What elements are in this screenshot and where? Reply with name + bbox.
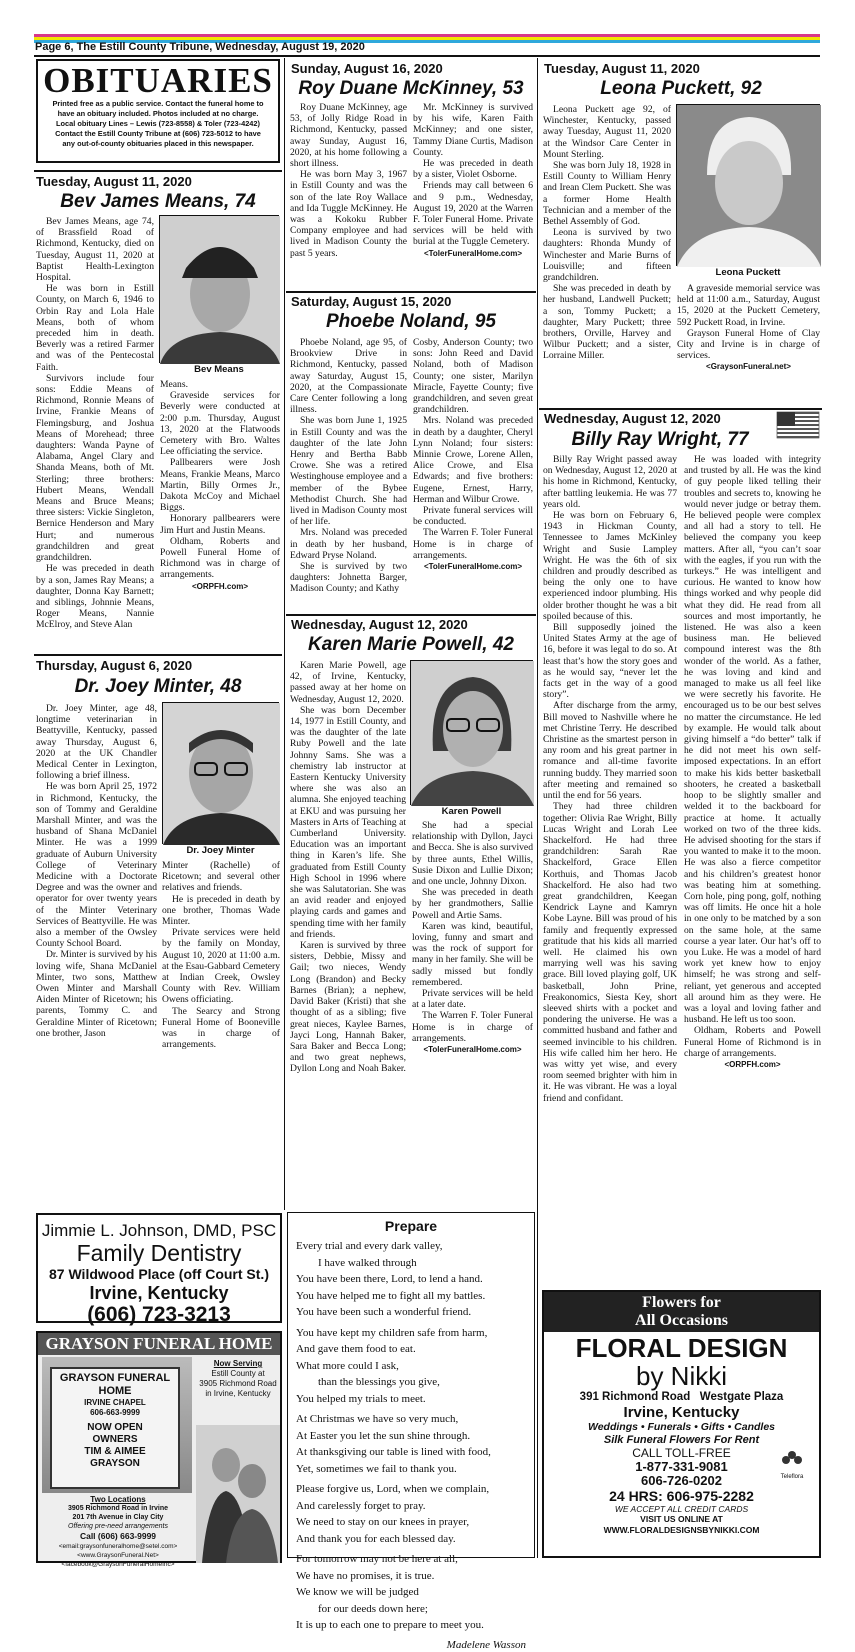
poem-line: for our deeds down here;: [318, 1602, 428, 1615]
minter-para: Dr. Joey Minter, age 48, longtime veterinarian in Beattyville, Kentucky, passed away Thursday, August 6, 2020 at the UK Chandler Medical Center in Lexington, following a brief illness.: [36, 703, 157, 782]
grayson-serving-line: Estill County at: [211, 1369, 265, 1378]
means-para: He was born in Estill County, on March 6, 1946 to Orbin Ray and Lola Hale Means, both of whom preceded him in death. Beverly was a retired Farmer and was of the Pentecostal Faith.: [36, 283, 154, 373]
teleflora-text: Teleflora: [780, 1474, 804, 1480]
grayson-location: 201 7th Avenue in Clay City: [72, 1514, 164, 1521]
powell-credit: <TolerFuneralHome.com>: [423, 1045, 522, 1055]
puckett-date: Tuesday, August 11, 2020: [544, 61, 700, 76]
puckett-text-left: [543, 104, 671, 362]
floral-website[interactable]: WWW.FLORALDESIGNSBYNIKKI.COM: [603, 1525, 760, 1535]
grayson-scene: [42, 1357, 192, 1493]
powell-para: She was preceded in death by her grandmothers, Sallie Powell and Artie Sams.: [412, 887, 533, 921]
poem-stanza: [296, 1411, 526, 1477]
means-para: He was preceded in death by a son, James Ray Means; a daughter, Donna Kay Barnett; and siblings, Johnnie Means, Roger Means, Nannie McElroy, and Steve Alan: [36, 563, 154, 631]
masthead-title: OBITUARIES: [43, 61, 273, 100]
puckett-caption: Leona Puckett: [715, 267, 781, 278]
powell-text-right: [412, 820, 533, 1055]
wright-para: He was loaded with integrity and trusted by all. He was the kind of guy people liked telling their troubles and secrets to, knowing he would never judge or betray them. He believed people were complex and all had a story to tell. He believed the company you keep matters. After all, “you can’t soar with the eagles, if you run with the turkeys.” He was intelligent and curious. He wanted to know how things worked and why people did what they did. He read from all sources and most importantly, he listened. He was also a keen business man. He believed compound interest was the 8th wonder of the world. As a father, he was loving and kind and managed to make us all feel like we were secretly his favorite. He encouraged us to be our best selves no matter the circumstance. He led by example. He would talk about giving himself a “do better” talk if he did not meet his own self-imposed expectations. In an effort to make his kids better basketball shooters, he created a basketball hoop to be slightly smaller and welded it to the backboard for practice at home. It actually worked on two of the three kids. He advised shooting for the stars if you wanted to make it to the moon. He was also a fierce competitor and his children’s greatest honor was beating him at something. Corn hole, ping pong, golf, nothing was off limits. He once hit a hole in one only to be matched by a son on the same hole, at the same course a year later. Our hat’s off to you Luke. He was a model of hard work yet knew how to enjoy himself; he was strong and self-reliant, yet generous and accepted all around him as they were. He was a loyal and loving father and husband. He left us too soon.: [684, 454, 821, 1026]
means-portrait-image: [160, 216, 280, 364]
mckinney-para: Roy Duane McKinney, age 53, of Jolly Ridge Road in Richmond, Kentucky, passed away Sunday, August 16, 2020, at his home following a short illness.: [290, 102, 407, 170]
puckett-para: She was born July 18, 1928 in Estill County to William Henry and Irean Clem Puckett. She was a former Home Health Technician and a member of the Bethel Assembly of God.: [543, 160, 671, 228]
header-rule: [34, 55, 820, 57]
powell-para: Karen Marie Powell, age 42, of Irvine, Kentucky, passed away at her home on Wednesday, August 12, 2020.: [290, 660, 406, 705]
poem-line: You have helped me to fight all my battles.: [296, 1289, 486, 1302]
floral-call: CALL TOLL-FREE: [632, 1446, 731, 1460]
grayson-sign-sub: IRVINE CHAPEL: [84, 1398, 146, 1407]
minter-text-right: [162, 860, 280, 1050]
wright-para: Billy Ray Wright passed away on Wednesday, August 12, 2020 at his home in Richmond, Kentucky, after battling leukemia. He was 77 years old.: [543, 454, 677, 510]
minter-caption: Dr. Joey Minter: [186, 845, 255, 856]
poem-line: At thanksgiving our table is lined with food,: [296, 1446, 491, 1458]
noland-para: Phoebe Noland, age 95, of Brookview Drive in Richmond, Kentucky, passed away Saturday, August 15, 2020, at the Compassionate Care Center following a long illness.: [290, 337, 407, 416]
floral-brand-by: by Nikki: [635, 1361, 727, 1391]
wright-date: Wednesday, August 12, 2020: [544, 411, 721, 426]
noland-name: Phoebe Noland, 95: [326, 311, 496, 332]
poem-stanza: [296, 1325, 526, 1408]
noland-text-right: [413, 337, 533, 572]
means-para: Graveside services for Beverly were conducted at 2:00 p.m. Thursday, August 13, 2020 at the Flatwoods Cemetery with Bro. Waltes Lee officiating the service.: [160, 390, 280, 458]
floral-rent: Silk Funeral Flowers For Rent: [603, 1434, 760, 1446]
puckett-photo: [676, 104, 820, 266]
poem-line: You helped my trials to meet.: [296, 1392, 426, 1405]
dentist-specialty: Family Dentistry: [76, 1240, 242, 1266]
means-caption: Bev Means: [194, 364, 244, 375]
poem-line: You have been such a wonderful friend.: [296, 1306, 472, 1318]
floral-brand: FLORAL DESIGN: [575, 1333, 788, 1363]
wright-para: Bill supposedly joined the United States Army at the age of 16, before it was legal to do so. At least that’s how the story goes and as he would say, “never let the facts get in the way of a good story”.: [543, 622, 677, 701]
wright-para: Oldham, Roberts and Powell Funeral Home of Richmond is in charge of arrangements.: [684, 1025, 821, 1059]
powell-para: She was born December 14, 1977 in Estill County, and was the daughter of the late Ruby Powell and the late Johnny Sams. She was a chemistry lab instructor at Eastern Kentucky University where she was also an alumna. She enjoyed teaching at EKU and was pursuing her Masters in Arts of Teaching at Cumberland University. Education was an important thing in Karen’s life. She graduated from Estill County High School in 1996 where she was Salutatorian. She was an avid reader and enjoyed playing cards and games and spending time with her family and friends.: [290, 704, 406, 940]
dentist-ad: [36, 1213, 282, 1326]
floral-phone-2: 606-726-0202: [641, 1473, 722, 1488]
poem-line: And gave them food to eat.: [296, 1343, 416, 1355]
poem-line: Every trial and every dark valley,: [296, 1240, 443, 1252]
poem-line: And carelessly forget to pray.: [296, 1499, 426, 1512]
floral-address: 391 Richmond Road Westgate Plaza: [579, 1391, 784, 1403]
puckett-para: Leona is survived by two daughters: Rhonda Mundy of Winchester and Marie Burns of Louisville; and fifteen grandchildren.: [543, 227, 671, 284]
minter-date: Thursday, August 6, 2020: [36, 658, 193, 673]
poem-line: And thank you for each blessed day.: [296, 1532, 456, 1545]
minter-name: Dr. Joey Minter, 48: [74, 676, 242, 697]
puckett-credit: <GraysonFuneral.net>: [706, 362, 791, 372]
poem-line: I have walked through: [318, 1256, 417, 1269]
grayson-owners-photo: [196, 1425, 280, 1563]
noland-para: The Warren F. Toler Funeral Home is in charge of arrangements.: [413, 527, 533, 561]
floral-top-line: Flowers for: [642, 1294, 721, 1311]
masthead-line-3: Local obituary Lines – Lewis (723-8558) & Toler (723-4242): [55, 119, 260, 128]
poem-line: We have no promises, it is true.: [296, 1569, 435, 1582]
mckinney-text-left: [290, 102, 407, 259]
grayson-ad: [36, 1331, 282, 1568]
poem-line: You have kept my children safe from harm,: [296, 1326, 488, 1339]
grayson-serving-line: in Irvine, Kentucky: [205, 1389, 271, 1398]
mckinney-text-right: [413, 102, 533, 259]
powell-para: Karen is survived by three sisters, Debbie, Missy and Gail; two nieces, Wendy Long (Brandon) and Becky Barnes (Brian); a nephew, David Baker (Kristi) that she thought of as a sibling; five great nieces, Kaylee Barnes, Jayci Long, Hannah Baker, Sara Baker and Becca Long; and two great nephews, Dyllon Long and Noah Baker.: [290, 940, 406, 1075]
wright-text-right: [684, 454, 821, 1070]
minter-photo: [162, 702, 279, 844]
puckett-para: She was preceded in death by her husband, Landwell Puckett; a son, Tommy Puckett; a daughter, Mary Puckett; three brothers, Orville, Harvey and Wilbur Puckett; and a sister, Lorraine Miller.: [543, 283, 671, 362]
grayson-sign-open-2: OWNERS: [92, 1434, 138, 1445]
teleflora-logo: [775, 1449, 809, 1481]
rule-minter: [34, 654, 282, 656]
noland-credit: <TolerFuneralHome.com>: [423, 562, 523, 572]
floral-cards: WE ACCEPT ALL CREDIT CARDS: [614, 1504, 749, 1514]
powell-para: The Warren F. Toler Funeral Home is in charge of arrangements.: [412, 1010, 533, 1044]
puckett-para: Grayson Funeral Home of Clay City and Irvine is in charge of services.: [677, 327, 820, 362]
powell-para: Karen was kind, beautiful, loving, funny and smart and was the rock of support for many in her family. She will be sadly missed but fondly remembered.: [412, 920, 533, 988]
minter-text-left: [36, 703, 157, 1039]
masthead-line-5: any out-of-county obituaries placed in this newspaper.: [62, 139, 254, 148]
dentist-phone: (606) 723-3213: [87, 1303, 231, 1326]
poem-line: It is up to each one to prepare to meet you.: [296, 1619, 484, 1631]
mckinney-para: He was born May 3, 1967 in Estill County and was the son of the late Roy Wallace and Ida Tuggle McKinney. He was a Kokoku Rubber Company employee and had lived in Madison County the past 5 years.: [290, 169, 407, 259]
wright-para: After discharge from the army, Bill moved to Nashville where he met Christine Terry. He described Christine as the smartest person in any room and his great partner in romance and all-time favorite running buddy. They married soon after meeting and remained so until the end for 56 years.: [543, 700, 677, 802]
poem-stanza: [296, 1238, 526, 1321]
powell-para: She had a special relationship with Dyllon, Jayci and Becca. She is also survived by three aunts, Ethel Willis, Susie Dixon and Lullie Dixon; and one uncle, Johnny Dixon.: [412, 820, 533, 888]
grayson-call: Call (606) 663-9999: [79, 1531, 157, 1541]
means-date: Tuesday, August 11, 2020: [36, 174, 192, 189]
grayson-email[interactable]: <email:graysonfuneralhome@setel.com>: [58, 1543, 178, 1550]
means-para: Honorary pallbearers were Jim Hurt and Justin Means.: [160, 513, 280, 536]
wright-para: They had three children together: Olivia Rae Wright, Billy Lucas Wright and Lorah Lee Shackelford. He had three grandchildren: Sarah Rae Shackelford, Grace Ellen Korthuis, and Thomas Jacob Shackelford. He also had two great grandchildren, Keegan Kendrick Layne and Kamryn Kobe Layne. Bill was proud of his family and frequently expressed gratitude that his kids all married well. He claimed his own marrying well was his saving grace. Bill loved playing golf, UK basketball, John Prine, Freakonomics, Siesta Key, short sleeved shirts with a pocket and pondering the universe. He was a committed husband and father and seemed invincible to his children. His wife called him her hero. He was witty yet wise, and every room seemed brighter with him in it. He was vibrant. He was a loyal friend and confidant.: [543, 801, 677, 1104]
poem-line: You have been there, Lord, to lend a hand.: [296, 1273, 483, 1285]
floral-hours: 24 HRS: 606-975-2282: [609, 1488, 754, 1504]
grayson-sign-title: GRAYSON FUNERAL HOME: [59, 1372, 171, 1397]
column-divider-1: [284, 58, 285, 1210]
noland-date: Saturday, August 15, 2020: [291, 294, 452, 309]
grayson-sign: [50, 1367, 180, 1489]
means-para: Oldham, Roberts and Powell Funeral Home of Richmond was in charge of arrangements.: [160, 535, 280, 581]
means-para: Bev James Means, age 74, of Brassfield Road of Richmond, Kentucky, died on Tuesday, August 11, 2020 at Baptist Health-Lexington Hospital.: [36, 216, 154, 284]
dentist-name: Jimmie L. Johnson, DMD, PSC: [41, 1221, 277, 1240]
floral-services: Weddings • Funerals • Gifts • Candles: [587, 1421, 776, 1433]
floral-city: Irvine, Kentucky: [623, 1404, 740, 1421]
poem-line: We need to stay on our knees in prayer,: [296, 1516, 470, 1528]
poem-line: What more could I ask,: [296, 1359, 399, 1372]
powell-photo: [410, 660, 533, 805]
teleflora-flower-icon: [781, 1449, 803, 1469]
poem-line: than the blessings you give,: [318, 1376, 440, 1388]
powell-name: Karen Marie Powell, 42: [308, 634, 514, 655]
rule-powell: [286, 614, 536, 616]
poem-stanza: [296, 1551, 526, 1634]
rule-wright: [539, 408, 822, 410]
grayson-sign-open-4: GRAYSON: [90, 1458, 140, 1469]
grayson-facebook[interactable]: <facebook@GraysonFuneralHomeInc>: [61, 1561, 175, 1568]
mckinney-para: Mr. McKinney is survived by his wife, Karen Faith McKinney; and one sister, Tammy Diane Curtis, Madison County.: [413, 102, 533, 158]
puckett-text-right: [677, 283, 820, 373]
rule-means: [34, 170, 282, 172]
means-photo: [159, 215, 279, 363]
noland-para: Cosby, Anderson County; two sons: John Reed and David Noland, both of Madison County; one sister, Marilyn Miracle, Fayette County; five grandchildren, and seven great grandchildren.: [413, 337, 533, 416]
poem-box: [287, 1212, 535, 1651]
mckinney-date: Sunday, August 16, 2020: [291, 61, 443, 76]
minter-para: He was born April 25, 1972 in Richmond, Kentucky, the son of Tommy and Geraldine Marshall Minter, and was the husband of Shana McDaniel Minter. He was a 1999 graduate of Auburn University College of Veterinary Medicine with a Doctorate Degree and was the owner and operator for over twenty years of the Minter Veterinary Services of Beattyville. He was also a member of the Owsley County School Board.: [36, 781, 157, 950]
minter-portrait-image: [163, 703, 280, 845]
grayson-sign-open-1: NOW OPEN: [87, 1422, 143, 1433]
noland-para: Mrs. Noland was preceded in death by a daughter, Cheryl Lynn Noland; four sisters: Minnie Crowe, Lorene Allen, Alice Crowe, and Elsa Edwards; and five brothers: Eugene, Ernest, Harry, Herman and Wilbur Crowe.: [413, 415, 533, 505]
puckett-para: A graveside memorial service was held at 11:00 a.m., Saturday, August 15, 2020 at the Puckett Cemetery, 592 Puckett Road, in Irvine.: [677, 283, 820, 328]
means-credit: <ORPFH.com>: [191, 581, 248, 591]
floral-visit: VISIT US ONLINE AT: [640, 1514, 723, 1524]
masthead-line-1: Printed free as a public service. Contact the funeral home to: [52, 99, 264, 108]
minter-para: Minter (Rachelle) of Ricetown; and several other relatives and friends.: [162, 860, 280, 894]
poem-line: At Christmas we have so very much,: [296, 1413, 459, 1425]
wright-name: Billy Ray Wright, 77: [571, 429, 749, 450]
powell-portrait-image: [411, 661, 534, 806]
flag-icon: [777, 412, 819, 438]
mckinney-para: He was preceded in death by a sister, Violet Osborne.: [413, 158, 533, 181]
means-para: Pallbearers were Josh Means, Frankie Means, Marco Martin, Billy Ormes Jr., Dakota McCoy and Michael Biggs.: [160, 457, 280, 514]
column-divider-2: [537, 58, 538, 1558]
floral-phone-1: 1-877-331-9081: [635, 1459, 728, 1474]
poem-title: Prepare: [384, 1218, 438, 1234]
grayson-owners-image: [196, 1425, 280, 1563]
means-para: Survivors include four sons: Eddie Means of Richmond, Ronnie Means of Irvine, Frankie Means of Flemingsburg, and Joshua Means of Morehead; three daughters: Wanda Payne of Alabama, Angel Clary and Shanda Means, both of Mt. Sterling; three brothers: Hubert Means, Wendall Means and Bruce Means; three sisters: Vickie Singleton, Bernice Henderson and Mary Hurt; and numerous grandchildren and great grandchildren.: [36, 372, 154, 564]
grayson-serving: [196, 1359, 280, 1399]
poem-author: Madelene Wasson: [446, 1638, 526, 1651]
noland-text-left: [290, 337, 407, 595]
poem-line: For tomorrow may not be here at all,: [296, 1553, 458, 1565]
grayson-location: Offering pre-need arrangements: [68, 1523, 168, 1530]
grayson-sign-open-3: TIM & AIMEE: [84, 1446, 146, 1457]
wright-text-left: [543, 454, 677, 1104]
means-para: Means.: [160, 379, 188, 390]
wright-para: He was born on February 6, 1943 in Hickman County, Tennessee to James McKinley Wright and Susie Lampley Wright. He was the 6th of six children and proudly described as being the only one to have experienced indoor plumbing. His older brother thought he was a bit spoiled because of this.: [543, 510, 677, 622]
grayson-banner: GRAYSON FUNERAL HOME: [38, 1333, 280, 1355]
dentist-address: 87 Wildwood Place (off Court St.): [49, 1266, 269, 1282]
flag-icon-svg: [777, 412, 819, 438]
minter-para: Private services were held by the family on Monday, August 10, 2020 at 11:00 a.m. at the Esau-Gabbard Cemetery at Indian Creek, Owsley County with Rev. William Owens officiating.: [162, 927, 281, 1006]
rule-noland: [286, 291, 536, 293]
grayson-serving-line: 3905 Richmond Road: [199, 1379, 277, 1388]
grayson-sign-phone: 606-663-9999: [90, 1408, 140, 1417]
grayson-now-serving: Now Serving: [213, 1359, 263, 1368]
wright-credit: <ORPFH.com>: [724, 1059, 781, 1069]
poem-line: We know we will be judged: [296, 1586, 419, 1598]
mckinney-name: Roy Duane McKinney, 53: [298, 78, 524, 99]
noland-para: Private funeral services will be conducted.: [413, 505, 533, 528]
noland-para: She was born June 1, 1925 in Estill County and was the daughter of the late John Henry and Bertha Babb Crowe. She was a retired Westinghouse employee and a member of the Bybee Methodist Church. She had lived in Madison County most of her life.: [290, 415, 407, 528]
minter-para: Dr. Minter is survived by his loving wife, Shana McDaniel Minter, two sons, Matthew Owen Minter and Marshall Aiden Minter of Ricetown; his parents, Tommy C. and Geraldine Minter of Ricetown; one brother, Jason: [36, 949, 157, 1039]
means-text-right: [160, 379, 280, 592]
mckinney-credit: <TolerFuneralHome.com>: [423, 248, 523, 258]
floral-top-line: All Occasions: [635, 1312, 728, 1329]
grayson-two-locations: Two Locations: [90, 1495, 146, 1504]
puckett-portrait-image: [677, 105, 821, 267]
puckett-para: Leona Puckett age 92, of Winchester, Kentucky, passed away Tuesday, August 11, 2020 at the Windsor Care Center in Mount Sterling.: [543, 104, 671, 160]
poem-stanza: [296, 1481, 526, 1547]
grayson-location: 3905 Richmond Road in Irvine: [68, 1505, 168, 1512]
powell-caption: Karen Powell: [441, 806, 502, 817]
poem-body: [296, 1238, 526, 1634]
page-header: Page 6, The Estill County Tribune, Wednesday, August 19, 2020: [35, 41, 365, 53]
poem-line: Please forgive us, Lord, when we complain,: [296, 1483, 490, 1495]
noland-para: Mrs. Noland was preceded in death by her husband, Edward Pryse Noland.: [290, 527, 407, 561]
means-text-left: [36, 216, 154, 631]
grayson-locations: [42, 1495, 194, 1569]
masthead-line-4: Contact the Estill County Tribune at (606) 723-5012 to have: [55, 129, 261, 138]
minter-para: The Searcy and Strong Funeral Home of Booneville was in charge of arrangements.: [162, 1005, 280, 1051]
puckett-name: Leona Puckett, 92: [600, 78, 762, 99]
noland-para: She is survived by two daughters: Johnetta Barger, Madison County; and Kathy: [290, 561, 407, 595]
obituaries-masthead: [36, 59, 280, 163]
powell-date: Wednesday, August 12, 2020: [291, 617, 468, 632]
dentist-city: Irvine, Kentucky: [89, 1283, 229, 1303]
minter-para: He is preceded in death by one brother, Thomas Wade Minter.: [162, 893, 280, 928]
powell-text-left: [290, 660, 406, 1075]
powell-para: Private services will be held at a later date.: [412, 988, 533, 1011]
floral-top-banner: [544, 1292, 819, 1332]
means-name: Bev James Means, 74: [60, 191, 256, 212]
grayson-website[interactable]: <www.GraysonFuneral.Net>: [77, 1552, 159, 1559]
mckinney-para: Friends may call between 6 and 9 p.m., Wednesday, August 19, 2020 at the Warren F. Toler Funeral Home. Private services will be held with burial at the Tuggle Cemetery.: [413, 180, 533, 248]
poem-line: Yet, sometimes we fail to thank you.: [296, 1462, 457, 1475]
poem-line: At Easter you let the sun shine through.: [296, 1429, 471, 1442]
masthead-line-2: have an obituary included. Photos included at no charge.: [57, 109, 259, 118]
floral-ad: [542, 1290, 821, 1558]
